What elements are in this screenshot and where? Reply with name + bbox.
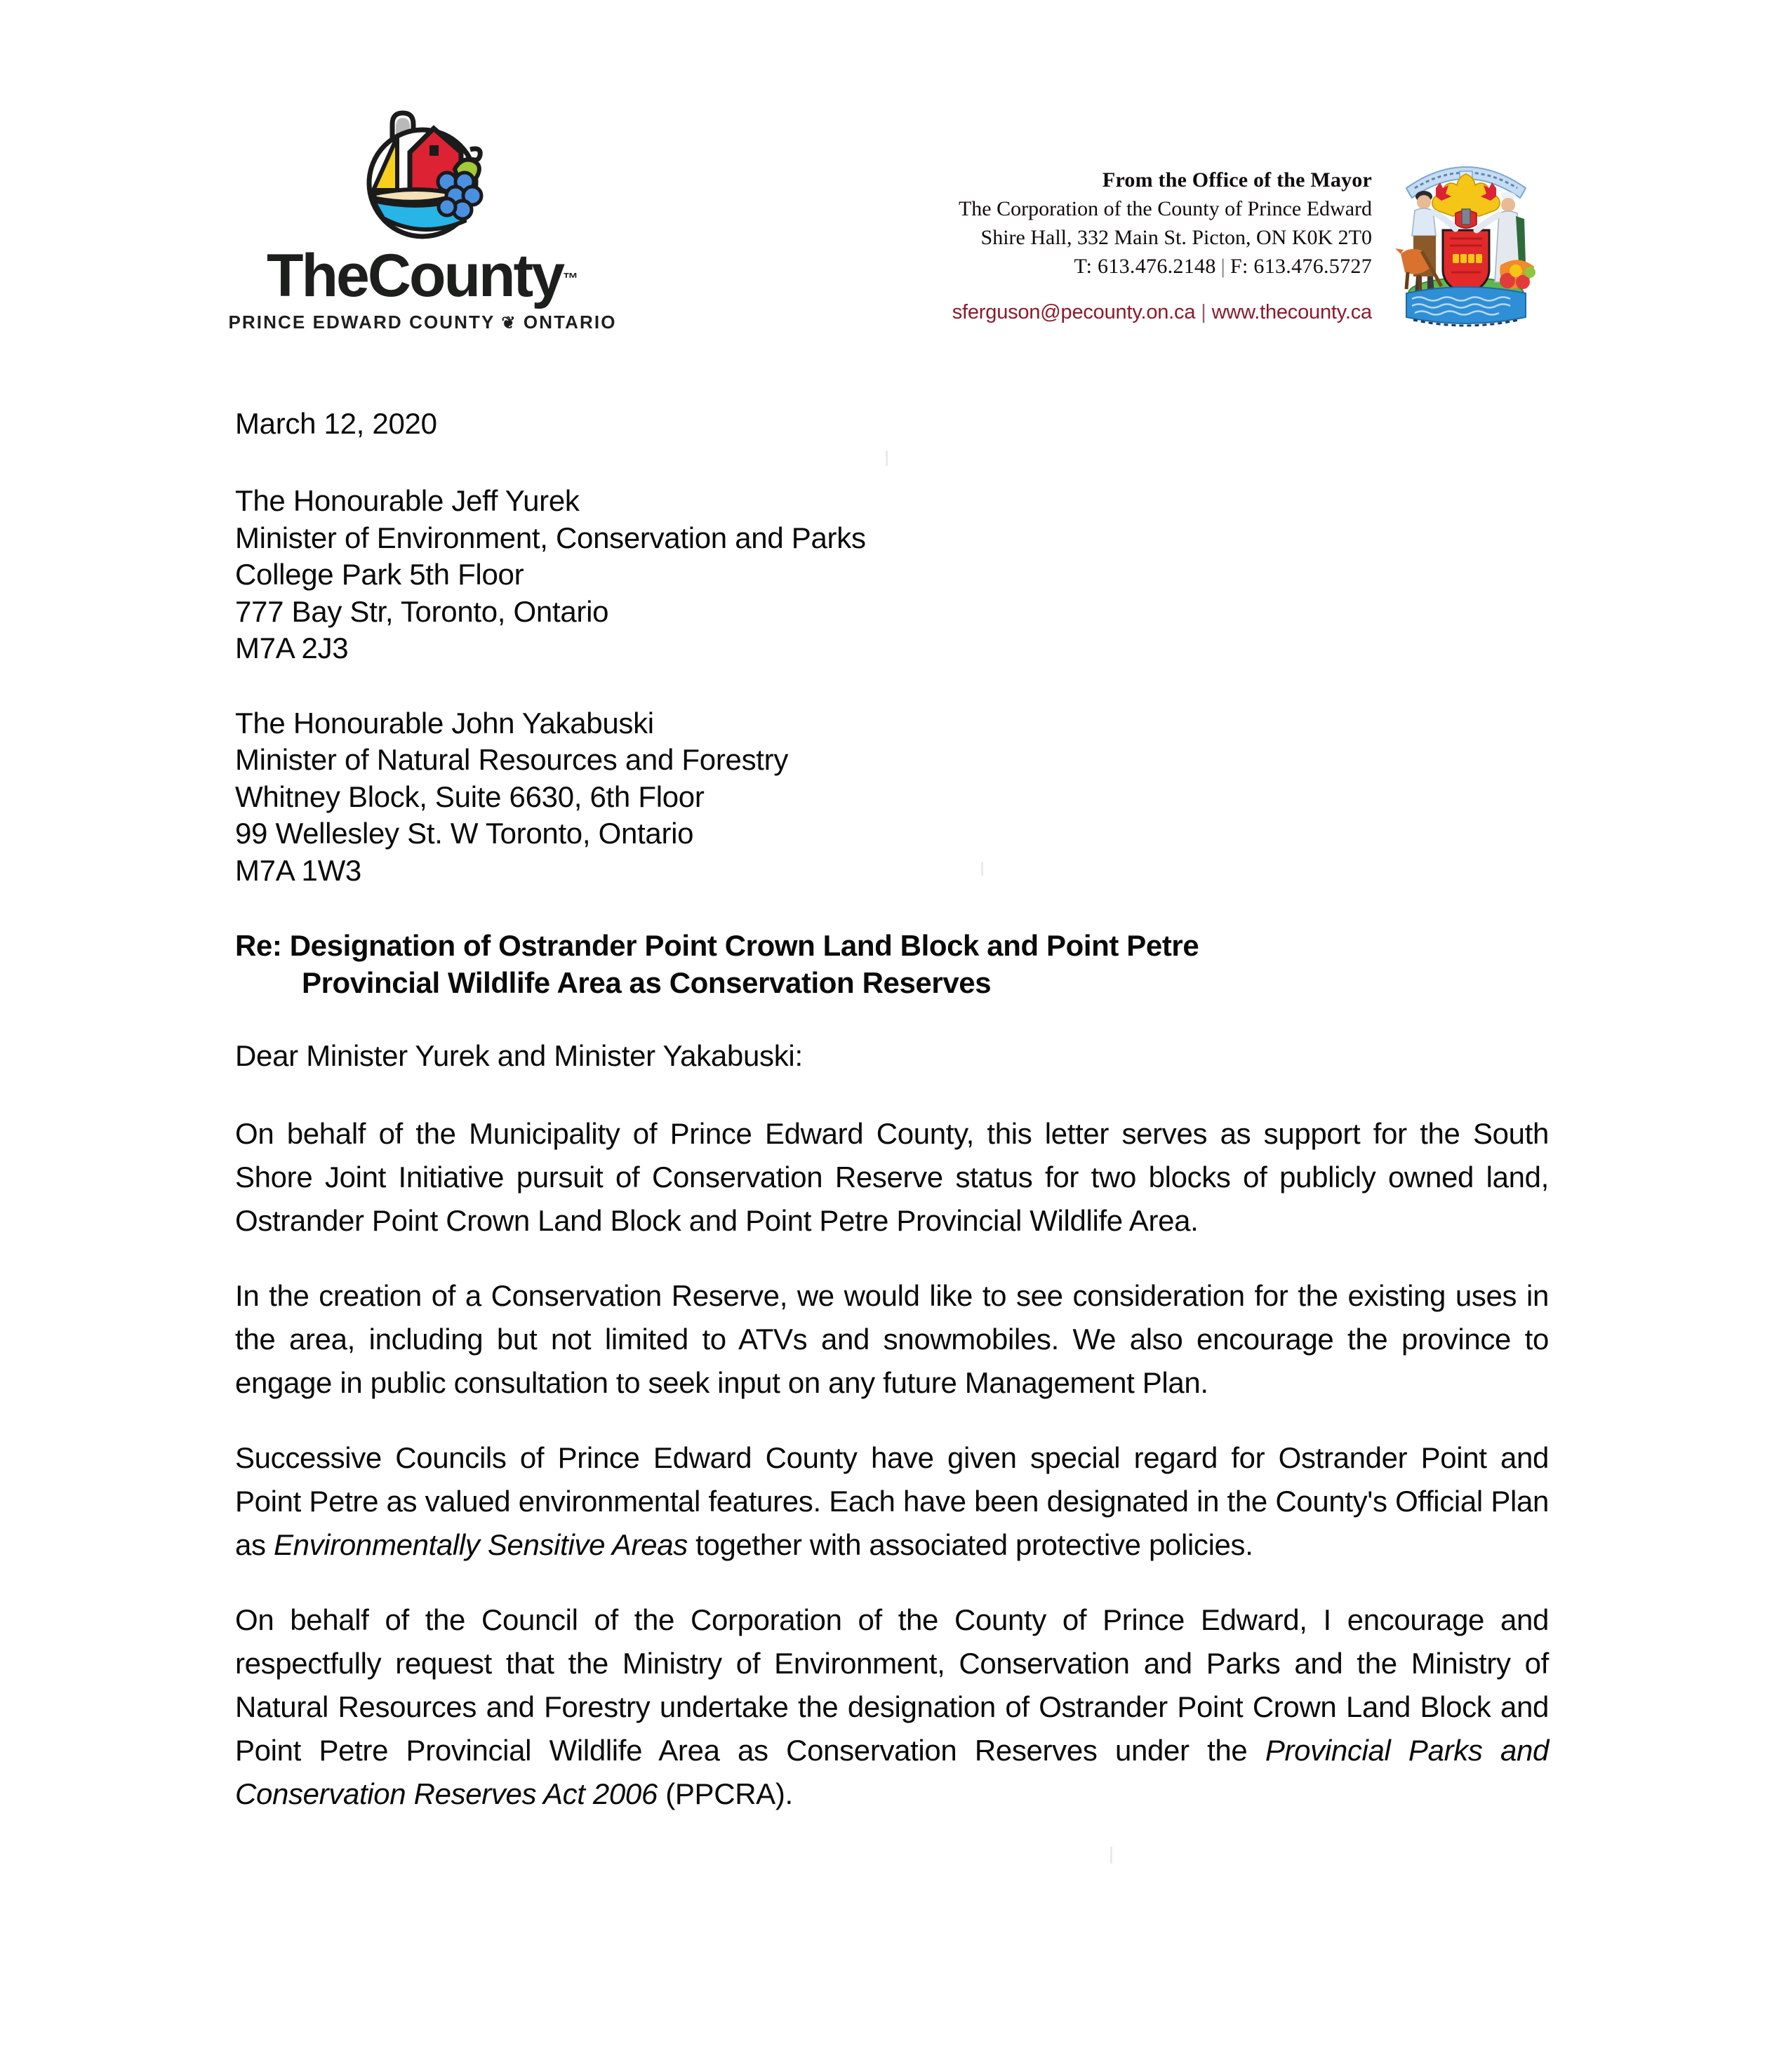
recipient-1-postal: M7A 2J3 xyxy=(235,631,349,664)
letter-date: March 12, 2020 xyxy=(235,407,437,440)
email-link[interactable]: sferguson@pecounty.on.ca xyxy=(952,301,1196,323)
logo-tagline-right: ONTARIO xyxy=(523,312,617,333)
salutation: Dear Minister Yurek and Minister Yakabuski: xyxy=(235,1039,803,1072)
paragraph-4 xyxy=(235,1598,1549,1816)
logo-wordmark-text: TheCounty xyxy=(266,242,564,309)
subject-line-1: Re: Designation of Ostrander Point Crown Land Block and Point Petre xyxy=(235,929,1199,962)
paragraph-4-italic-act: Provincial Parks and Conservation Reserves Act 2006 xyxy=(235,1734,1549,1810)
paragraph-1: On behalf of the Municipality of Prince Edward County, this letter serves as support for the South Shore Joint Initiative pursuit of Conservation Reserve status for two blocks of publicly owned land, Ostrander Point Crown Land Block and Point Petre Provincial Wildlife Area. xyxy=(235,1117,1549,1237)
letter-body xyxy=(235,406,1549,1847)
paragraph-3 xyxy=(235,1436,1549,1567)
logo-tagline-left: PRINCE EDWARD COUNTY xyxy=(228,312,495,333)
county-emblem-icon xyxy=(352,109,493,242)
fax-number: 613.476.5727 xyxy=(1253,255,1372,278)
recipient-2-line-4: 99 Wellesley St. W Toronto, Ontario xyxy=(235,817,694,850)
county-logo xyxy=(226,109,619,333)
email-web-separator: | xyxy=(1201,301,1206,323)
recipient-address-1 xyxy=(235,483,1549,667)
office-address-block xyxy=(895,166,1372,281)
trademark-symbol: ™ xyxy=(563,269,579,287)
scan-artifact xyxy=(1110,1847,1112,1864)
recipient-1-line-3: College Park 5th Floor xyxy=(235,558,524,591)
paragraph-3-italic-term: Environmentally Sensitive Areas xyxy=(273,1528,688,1561)
paragraph-3-part-a: Successive Councils of Prince Edward County have given special regard for Ostrander Point and Point Petre as valued environmental features. Each have been designated in the County's Official Plan as xyxy=(235,1441,1549,1561)
corporation-name: The Corporation of the County of Prince Edward xyxy=(958,197,1372,220)
recipient-2-line-3: Whitney Block, Suite 6630, 6th Floor xyxy=(235,780,705,813)
recipient-2-title: Minister of Natural Resources and Forestry xyxy=(235,743,789,776)
office-street-address: Shire Hall, 332 Main St. Picton, ON K0K 2T0 xyxy=(980,226,1372,249)
coat-of-arms-icon xyxy=(1395,149,1537,333)
paragraph-4-part-b: (PPCRA). xyxy=(657,1777,793,1810)
office-phone-fax xyxy=(895,252,1372,281)
website-link[interactable]: www.thecounty.ca xyxy=(1211,301,1372,323)
logo-wordmark xyxy=(226,242,619,309)
recipient-2-name: The Honourable John Yakabuski xyxy=(235,706,654,740)
subject-line xyxy=(235,927,1549,1001)
maple-leaf-icon: ❦ xyxy=(501,314,517,333)
contact-links-line xyxy=(881,300,1372,325)
paragraph-2: In the creation of a Conservation Reserve, we would like to see consideration for the existing uses in the area, including but not limited to ATVs and snowmobiles. We also encourage the province to engage in public consultation to seek input on any future Management Plan. xyxy=(235,1279,1549,1399)
recipient-address-2 xyxy=(235,705,1549,890)
recipient-1-line-4: 777 Bay Str, Toronto, Ontario xyxy=(235,594,609,628)
phone-fax-separator: | xyxy=(1220,255,1225,278)
paragraph-4-part-a: On behalf of the Council of the Corporation of the County of Prince Edward, I encourage and respectfully request that the Ministry of Environment, Conservation and Parks and the Ministry of Natural Resources and Forestry undertake the designation of Ostrander Point Crown Land Block and Point Petre Provincial Wildlife Area as Conservation Reserves under the xyxy=(235,1603,1549,1767)
phone-number: 613.476.2148 xyxy=(1098,255,1216,278)
office-title: From the Office of the Mayor xyxy=(1102,168,1372,192)
fax-label: F: xyxy=(1230,255,1248,278)
logo-tagline xyxy=(226,312,619,333)
phone-label: T: xyxy=(1074,255,1093,278)
recipient-1-name: The Honourable Jeff Yurek xyxy=(235,484,580,517)
subject-line-2: Provincial Wildlife Area as Conservation Reserves xyxy=(302,966,992,999)
paragraph-3-part-b: together with associated protective policies. xyxy=(687,1528,1253,1561)
letterhead xyxy=(0,0,1779,372)
recipient-2-postal: M7A 1W3 xyxy=(235,853,361,887)
recipient-1-title: Minister of Environment, Conservation and Parks xyxy=(235,521,866,554)
